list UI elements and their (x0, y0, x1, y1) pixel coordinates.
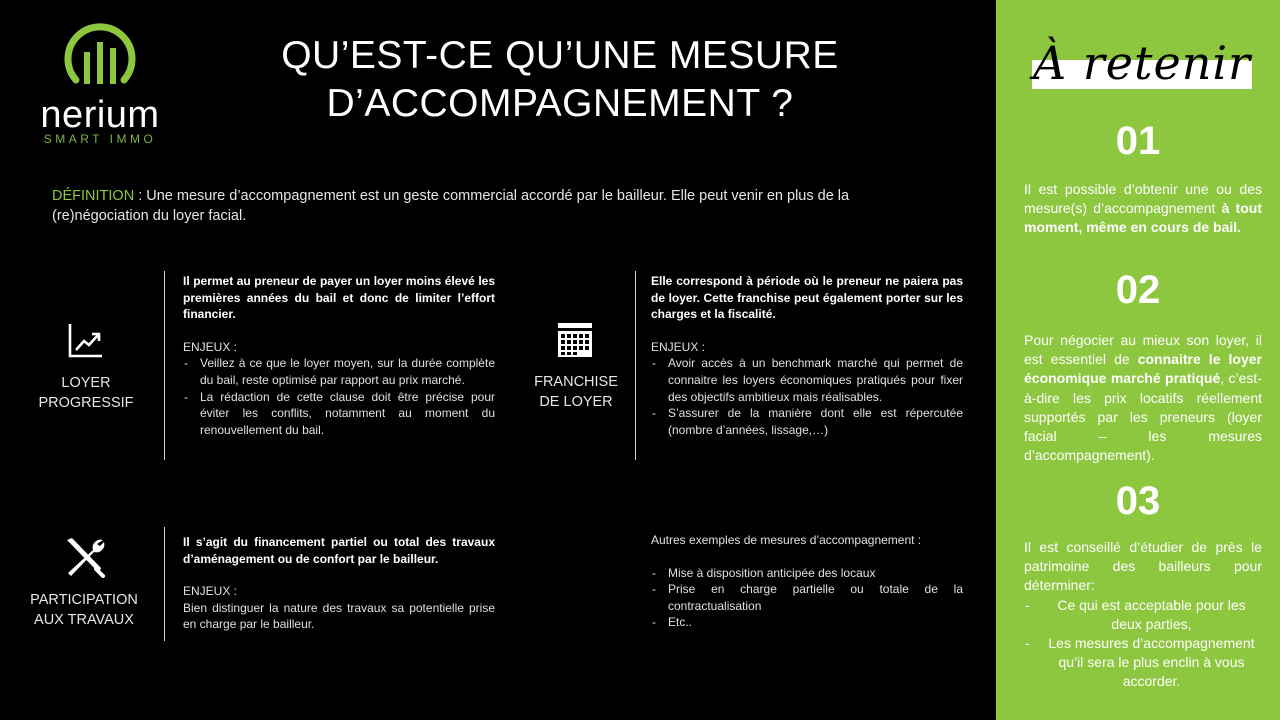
point-text-regular: Il est possible d’obtenir une ou des mesure(s) d’accompagnement (1024, 181, 1262, 217)
block-intro: Il permet au preneur de payer un loyer moins élevé les premières années du bail et donc de limiter l’effort financier. (183, 274, 495, 322)
block-intro: Elle correspond à période où le preneur ne paiera pas de loyer. Cette franchise peut également porter sur les charges et la fiscalité. (651, 274, 963, 322)
enjeux-label: ENJEUX : (651, 339, 706, 354)
autres-exemples-block (651, 532, 963, 631)
loyer-progressif-label (20, 373, 152, 413)
list-item: - Mise à disposition anticipée des locaux (651, 565, 963, 582)
title-line-1: QU’EST-CE QU’UNE MESURE (281, 34, 839, 77)
point-text-tail: . (1237, 219, 1242, 236)
travaux-label (14, 590, 154, 630)
title-line-2: D’ACCOMPAGNEMENT ? (326, 82, 794, 125)
point-text-bold: à tout moment, même en cours de bail (1024, 200, 1262, 236)
list-item: - Prise en charge partielle ou totale de la contractualisation (651, 581, 963, 614)
block-text: Bien distinguer la nature des travaux sa potentielle prise en charge par le bailleur. (183, 600, 495, 632)
label-line: LOYER (61, 375, 111, 391)
logo-tagline: SMART IMMO (43, 132, 157, 146)
point-text (1024, 538, 1262, 692)
list-item: - S’assurer de la manière dont elle est répercutée (nombre d’années, lissage,…) (651, 405, 963, 438)
label-line: FRANCHISE (534, 374, 618, 390)
chart-trend-icon (68, 322, 104, 363)
franchise-label (512, 372, 640, 412)
a-retenir-panel (996, 0, 1280, 720)
page-title (250, 32, 870, 128)
panel-heading: À retenir (1032, 36, 1252, 90)
definition-text: : Une mesure d’accompagnement est un geste commercial accordé par le bailleur. Elle peut venir en plus de la (re)négociation du loyer facial. (52, 188, 850, 224)
list-item: - Ce qui est acceptable pour les deux parties, (1024, 596, 1262, 634)
list-item: - La rédaction de cette clause doit être précise pour éviter les conflits, notamment au moment du renouvellement du bail. (183, 389, 495, 439)
enjeux-label: ENJEUX : (183, 339, 238, 354)
point-text-regular: Il est conseillé d’étudier de près le patrimoine des bailleurs pour déterminer: (1024, 539, 1262, 594)
calendar-icon (557, 322, 593, 363)
point-text (1024, 331, 1262, 465)
nerium-logo (30, 22, 170, 148)
divider (164, 527, 165, 641)
point-number: 02 (1115, 268, 1161, 312)
enjeux-label: ENJEUX : (183, 584, 238, 599)
block-intro: Il s’agit du financement partiel ou total des travaux d’aménagement ou de confort par le bailleur. (183, 535, 495, 566)
list-item: - Avoir accès à un benchmark marché qui permet de connaitre les loyers économiques pratiqués pour fixer des objectifs ambitieux mais réalisables. (651, 355, 963, 405)
franchise-block (651, 273, 963, 438)
tools-icon (63, 536, 107, 583)
definition-label: DÉFINITION (52, 188, 135, 204)
point-number: 01 (1115, 119, 1161, 163)
label-line: PROGRESSIF (38, 395, 134, 411)
list-item: - Etc.. (651, 614, 963, 631)
travaux-block (183, 534, 495, 633)
label-line: DE LOYER (539, 394, 613, 410)
point-text-tail: , c’est-à-dire les prix locatifs réellement supportés par les preneurs (loyer facial – les mesures d’accompagnement). (1024, 370, 1262, 464)
point-text-bold: connaitre le loyer économique marché pratiqué (1024, 351, 1263, 387)
divider (164, 271, 165, 460)
label-line: PARTICIPATION (30, 592, 138, 608)
loyer-progressif-block (183, 273, 495, 438)
logo-mark-icon (62, 22, 138, 90)
list-item: - Les mesures d’accompagnement qu’il sera le plus enclin à vous accorder. (1024, 634, 1262, 692)
point-text (1024, 180, 1262, 238)
list-item: - Veillez à ce que le loyer moyen, sur la durée complète du bail, reste optimisé par rapport au prix marché. (183, 355, 495, 388)
label-line: AUX TRAVAUX (34, 612, 134, 628)
logo-name: nerium (40, 94, 160, 136)
point-number: 03 (1115, 479, 1161, 523)
divider (635, 271, 636, 460)
definition-paragraph (52, 186, 892, 226)
point-text-regular: Pour négocier au mieux son loyer, il est essentiel de (1024, 332, 1262, 368)
block-intro: Autres exemples de mesures d’accompagnement : (651, 533, 922, 547)
